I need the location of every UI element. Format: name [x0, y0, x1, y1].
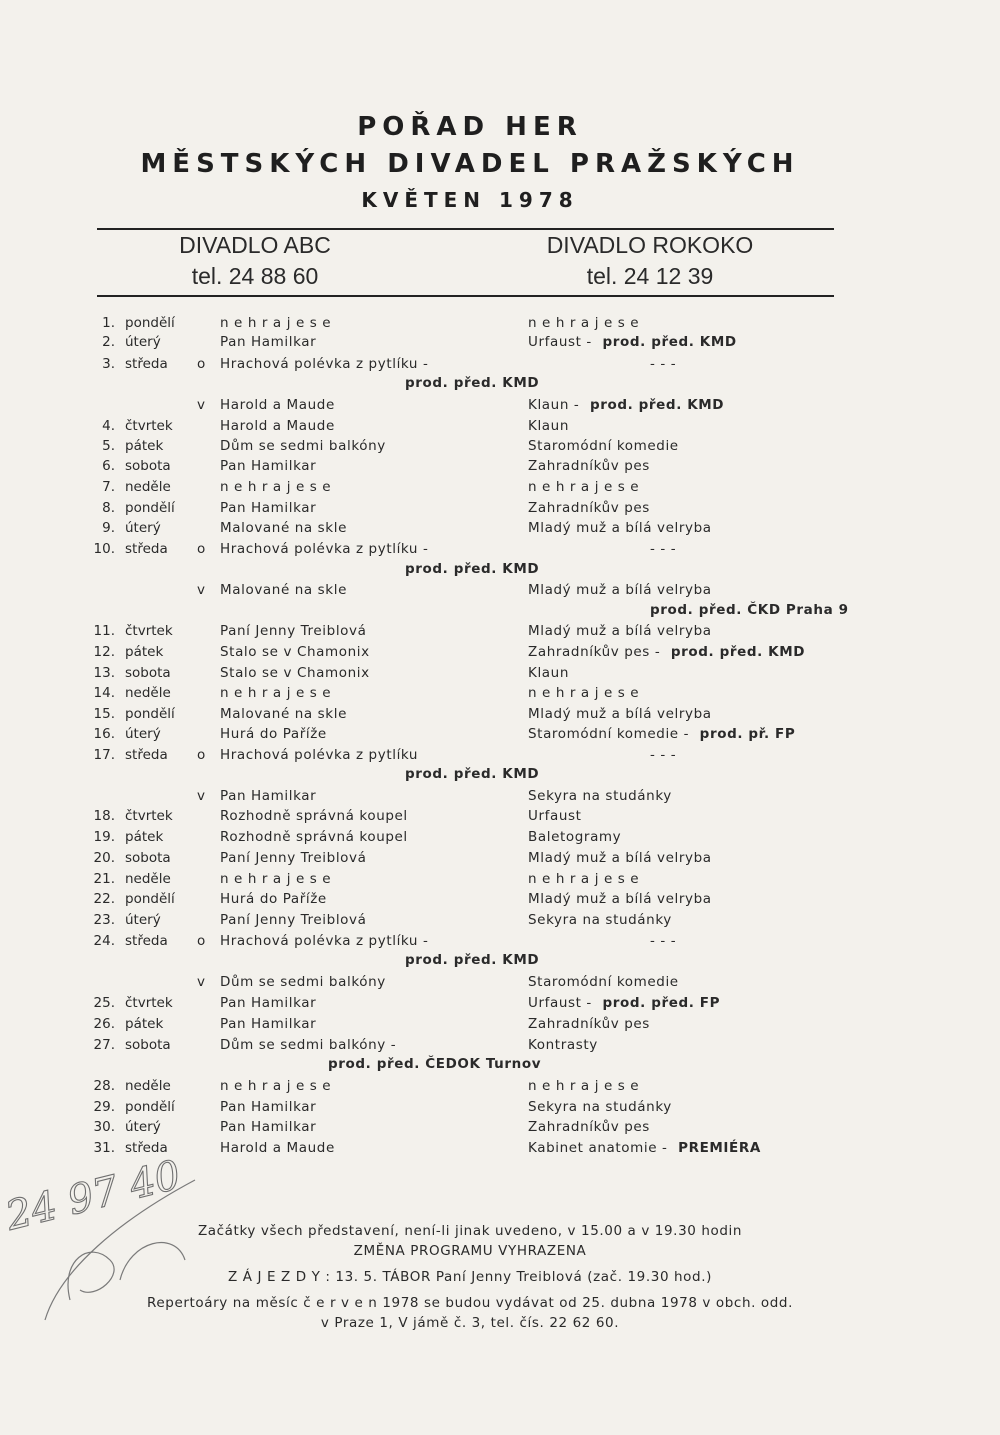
- abc-performance: Pan Hamilkar: [220, 1016, 317, 1032]
- abc-performance: Hrachová polévka z pytlíku -: [220, 933, 429, 949]
- title-line-1: POŘAD HER: [357, 112, 583, 142]
- title-line-3: KVĚTEN 1978: [361, 188, 579, 212]
- abc-theatre-name: DIVADLO ABC: [179, 232, 331, 258]
- rokoko-note: prod. před. KMD: [591, 334, 737, 350]
- weekday: čtvrtek: [125, 418, 173, 434]
- day-number: 29.: [93, 1099, 115, 1115]
- rokoko-performance: - - -: [650, 356, 677, 372]
- rokoko-performance: Kabinet anatomie - PREMIÉRA: [528, 1140, 761, 1156]
- rokoko-performance: Mladý muž a bílá velryba: [528, 706, 712, 722]
- day-number: 9.: [102, 520, 115, 536]
- rokoko-performance: Mladý muž a bílá velryba: [528, 850, 712, 866]
- weekday: pondělí: [125, 891, 175, 907]
- rokoko-performance: Sekyra na studánky: [528, 788, 672, 804]
- weekday: úterý: [125, 726, 161, 742]
- day-number: 1.: [102, 315, 115, 331]
- schedule-row: [0, 848, 1000, 868]
- day-number: 26.: [93, 1016, 115, 1032]
- rokoko-performance: Zahradníkův pes: [528, 1119, 650, 1135]
- day-number: 19.: [93, 829, 115, 845]
- weekday: úterý: [125, 912, 161, 928]
- schedule-row: [0, 745, 1000, 765]
- rokoko-performance: n e h r a j e s e: [528, 685, 640, 701]
- abc-performance: Pan Hamilkar: [220, 995, 317, 1011]
- abc-performance: Pan Hamilkar: [220, 500, 317, 516]
- weekday: sobota: [125, 850, 171, 866]
- rokoko-theatre-name: DIVADLO ROKOKO: [546, 232, 754, 258]
- rokoko-performance: Klaun: [528, 418, 569, 434]
- schedule-row: [0, 416, 1000, 436]
- svg-text:24 97 40: 24 97 40: [1, 1151, 186, 1240]
- schedule-row: [0, 806, 1000, 826]
- day-number: 28.: [93, 1078, 115, 1094]
- rokoko-note: prod. př. FP: [689, 726, 796, 742]
- day-number: 5.: [102, 438, 115, 454]
- production-note: prod. před. KMD: [405, 952, 540, 968]
- schedule-row: [0, 354, 1000, 374]
- abc-performance: Dům se sedmi balkóny: [220, 438, 386, 454]
- production-note: prod. před. ČEDOK Turnov: [328, 1056, 542, 1072]
- weekday: pátek: [125, 644, 164, 660]
- abc-theatre-tel: tel. 24 88 60: [191, 263, 319, 289]
- header-divider: [97, 295, 834, 297]
- abc-performance: Paní Jenny Treiblová: [220, 623, 367, 639]
- abc-performance: Pan Hamilkar: [220, 1119, 317, 1135]
- schedule-row: [0, 1117, 1000, 1137]
- day-number: 30.: [93, 1119, 115, 1135]
- schedule-row: [0, 1076, 1000, 1096]
- day-number: 21.: [93, 871, 115, 887]
- rokoko-performance: Mladý muž a bílá velryba: [528, 520, 712, 536]
- schedule-row: [0, 642, 1000, 662]
- time-slot: v: [197, 397, 205, 413]
- time-slot: o: [197, 356, 206, 372]
- schedule-row: [0, 869, 1000, 889]
- abc-performance: n e h r a j e s e: [220, 479, 332, 495]
- day-number: 18.: [93, 808, 115, 824]
- time-slot: o: [197, 747, 206, 763]
- footer-tours: Z Á J E Z D Y : 13. 5. TÁBOR Paní Jenny Treiblová (zač. 19.30 hod.): [228, 1269, 712, 1285]
- day-number: 24.: [93, 933, 115, 949]
- abc-performance: Pan Hamilkar: [220, 334, 317, 350]
- day-number: 17.: [93, 747, 115, 763]
- rokoko-performance: Kontrasty: [528, 1037, 598, 1053]
- rokoko-performance: - - -: [650, 933, 677, 949]
- weekday: pondělí: [125, 706, 175, 722]
- time-slot: v: [197, 974, 205, 990]
- schedule-row: [0, 1014, 1000, 1034]
- abc-performance: Rozhodně správná koupel: [220, 808, 408, 824]
- footer-address: v Praze 1, V jámě č. 3, tel. čís. 22 62 60.: [320, 1315, 620, 1331]
- time-slot: o: [197, 933, 206, 949]
- schedule-row: [0, 539, 1000, 559]
- abc-performance: Malované na skle: [220, 520, 347, 536]
- abc-performance: Harold a Maude: [220, 418, 335, 434]
- weekday: středa: [125, 747, 168, 763]
- day-number: 2.: [102, 334, 115, 350]
- rokoko-performance: - - -: [650, 747, 677, 763]
- time-slot: o: [197, 541, 206, 557]
- schedule-row: [0, 456, 1000, 476]
- day-number: 25.: [93, 995, 115, 1011]
- rokoko-performance: Zahradníkův pes - prod. před. KMD: [528, 644, 806, 660]
- schedule-row: [0, 436, 1000, 456]
- schedule-row: [0, 1097, 1000, 1117]
- schedule-row: [0, 477, 1000, 497]
- weekday: neděle: [125, 685, 171, 701]
- rokoko-performance: Staromódní komedie: [528, 974, 679, 990]
- day-number: 11.: [93, 623, 115, 639]
- rokoko-performance: n e h r a j e s e: [528, 479, 640, 495]
- rokoko-performance: Mladý muž a bílá velryba: [528, 582, 712, 598]
- footer-repertoire-info: Repertoáry na měsíc č e r v e n 1978 se budou vydávat od 25. dubna 1978 v obch. odd.: [147, 1295, 793, 1311]
- weekday: středa: [125, 933, 168, 949]
- schedule-row: [0, 931, 1000, 951]
- abc-performance: Hrachová polévka z pytlíku -: [220, 356, 429, 372]
- schedule-row: [0, 972, 1000, 992]
- schedule-row: [0, 663, 1000, 683]
- schedule-row: [0, 313, 1000, 333]
- abc-performance: n e h r a j e s e: [220, 315, 332, 331]
- rokoko-performance: Sekyra na studánky: [528, 1099, 672, 1115]
- weekday: středa: [125, 1140, 168, 1156]
- weekday: neděle: [125, 479, 171, 495]
- top-divider: [97, 228, 834, 230]
- schedule-row: [0, 580, 1000, 600]
- abc-performance: Pan Hamilkar: [220, 1099, 317, 1115]
- abc-performance: Hrachová polévka z pytlíku -: [220, 541, 429, 557]
- rokoko-performance: Klaun: [528, 665, 569, 681]
- abc-performance: n e h r a j e s e: [220, 871, 332, 887]
- time-slot: v: [197, 788, 205, 804]
- rokoko-performance: Klaun - prod. před. KMD: [528, 397, 725, 413]
- day-number: 13.: [93, 665, 115, 681]
- day-number: 12.: [93, 644, 115, 660]
- abc-performance: Stalo se v Chamonix: [220, 665, 370, 681]
- abc-performance: Dům se sedmi balkóny: [220, 974, 386, 990]
- abc-performance: Malované na skle: [220, 706, 347, 722]
- title-line-2: MĚSTSKÝCH DIVADEL PRAŽSKÝCH: [140, 149, 800, 179]
- abc-performance: Pan Hamilkar: [220, 788, 317, 804]
- schedule-row: [0, 332, 1000, 352]
- abc-performance: Paní Jenny Treiblová: [220, 912, 367, 928]
- day-number: 27.: [93, 1037, 115, 1053]
- weekday: sobota: [125, 665, 171, 681]
- abc-performance: Dům se sedmi balkóny -: [220, 1037, 397, 1053]
- abc-performance: n e h r a j e s e: [220, 685, 332, 701]
- abc-performance: Rozhodně správná koupel: [220, 829, 408, 845]
- rokoko-note: prod. před. KMD: [660, 644, 806, 660]
- weekday: čtvrtek: [125, 995, 173, 1011]
- day-number: 10.: [93, 541, 115, 557]
- rokoko-performance: n e h r a j e s e: [528, 871, 640, 887]
- rokoko-performance: Zahradníkův pes: [528, 500, 650, 516]
- rokoko-performance: Baletogramy: [528, 829, 622, 845]
- production-note: prod. před. KMD: [405, 766, 540, 782]
- schedule-row: [0, 993, 1000, 1013]
- weekday: středa: [125, 541, 168, 557]
- weekday: pátek: [125, 1016, 164, 1032]
- day-number: 16.: [93, 726, 115, 742]
- schedule-row: [0, 910, 1000, 930]
- schedule-row: [0, 621, 1000, 641]
- rokoko-performance: Urfaust - prod. před. FP: [528, 995, 721, 1011]
- abc-performance: Malované na skle: [220, 582, 347, 598]
- weekday: pondělí: [125, 1099, 175, 1115]
- abc-performance: Hurá do Paříže: [220, 726, 327, 742]
- schedule-row: [0, 1035, 1000, 1055]
- rokoko-note: prod. před. FP: [591, 995, 721, 1011]
- abc-performance: Pan Hamilkar: [220, 458, 317, 474]
- day-number: 14.: [93, 685, 115, 701]
- schedule-row: [0, 827, 1000, 847]
- rokoko-performance: Urfaust: [528, 808, 582, 824]
- day-number: 23.: [93, 912, 115, 928]
- abc-performance: Hurá do Paříže: [220, 891, 327, 907]
- weekday: sobota: [125, 458, 171, 474]
- weekday: neděle: [125, 1078, 171, 1094]
- weekday: úterý: [125, 334, 161, 350]
- abc-performance: n e h r a j e s e: [220, 1078, 332, 1094]
- rokoko-performance: Mladý muž a bílá velryba: [528, 623, 712, 639]
- schedule-row: [0, 518, 1000, 538]
- weekday: úterý: [125, 1119, 161, 1135]
- footer-program-change: ZMĚNA PROGRAMU VYHRAZENA: [353, 1243, 587, 1259]
- schedule-row: [0, 683, 1000, 703]
- rokoko-note: PREMIÉRA: [667, 1140, 761, 1156]
- rokoko-performance: Staromódní komedie - prod. př. FP: [528, 726, 796, 742]
- handwritten-annotation: [0, 1150, 260, 1330]
- weekday: pondělí: [125, 315, 175, 331]
- schedule-row: [0, 786, 1000, 806]
- day-number: 8.: [102, 500, 115, 516]
- weekday: středa: [125, 356, 168, 372]
- rokoko-performance: Zahradníkův pes: [528, 458, 650, 474]
- rokoko-theatre-tel: tel. 24 12 39: [586, 263, 714, 289]
- abc-performance: Hrachová polévka z pytlíku: [220, 747, 419, 763]
- weekday: neděle: [125, 871, 171, 887]
- weekday: pátek: [125, 829, 164, 845]
- schedule-row: [0, 704, 1000, 724]
- rokoko-performance: - - -: [650, 541, 677, 557]
- abc-performance: Harold a Maude: [220, 1140, 335, 1156]
- production-note: prod. před. ČKD Praha 9: [650, 602, 849, 618]
- day-number: 3.: [102, 356, 115, 372]
- day-number: 15.: [93, 706, 115, 722]
- day-number: 7.: [102, 479, 115, 495]
- weekday: čtvrtek: [125, 623, 173, 639]
- day-number: 4.: [102, 418, 115, 434]
- schedule-row: [0, 724, 1000, 744]
- weekday: pátek: [125, 438, 164, 454]
- weekday: pondělí: [125, 500, 175, 516]
- weekday: sobota: [125, 1037, 171, 1053]
- schedule-row: [0, 395, 1000, 415]
- production-note: prod. před. KMD: [405, 561, 540, 577]
- rokoko-performance: Mladý muž a bílá velryba: [528, 891, 712, 907]
- rokoko-performance: Zahradníkův pes: [528, 1016, 650, 1032]
- day-number: 31.: [93, 1140, 115, 1156]
- weekday: čtvrtek: [125, 808, 173, 824]
- time-slot: v: [197, 582, 205, 598]
- schedule-row: [0, 889, 1000, 909]
- abc-performance: Harold a Maude: [220, 397, 335, 413]
- day-number: 6.: [102, 458, 115, 474]
- abc-performance: Paní Jenny Treiblová: [220, 850, 367, 866]
- day-number: 20.: [93, 850, 115, 866]
- rokoko-performance: Staromódní komedie: [528, 438, 679, 454]
- rokoko-performance: Sekyra na studánky: [528, 912, 672, 928]
- abc-performance: Stalo se v Chamonix: [220, 644, 370, 660]
- rokoko-performance: Urfaust - prod. před. KMD: [528, 334, 737, 350]
- day-number: 22.: [93, 891, 115, 907]
- production-note: prod. před. KMD: [405, 375, 540, 391]
- rokoko-performance: n e h r a j e s e: [528, 315, 640, 331]
- rokoko-performance: n e h r a j e s e: [528, 1078, 640, 1094]
- rokoko-note: prod. před. KMD: [579, 397, 725, 413]
- schedule-row: [0, 498, 1000, 518]
- footer-start-times: Začátky všech představení, není-li jinak uvedeno, v 15.00 a v 19.30 hodin: [197, 1223, 743, 1239]
- weekday: úterý: [125, 520, 161, 536]
